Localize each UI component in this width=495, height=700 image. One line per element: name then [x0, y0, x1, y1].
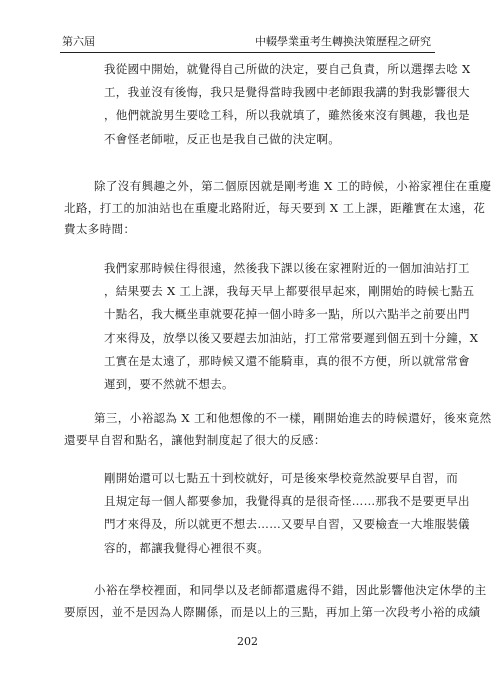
interview-quote-3 [104, 467, 470, 560]
quote-line: 不會怪老師啦，反正也是我自己做的決定啊。 [104, 131, 340, 146]
paragraph-line: 第三，小裕認為 X 工和他想像的不一樣，剛開始進去的時候還好，後來竟然 [94, 411, 492, 425]
header-title: 中輟學業重考生轉換決策歷程之研究 [255, 35, 431, 48]
running-header [60, 34, 435, 53]
quote-line: 工，我並沒有後悔，我只是覺得當時我國中老師跟我講的對我影響很大 [104, 85, 470, 100]
interview-quote-2 [104, 257, 479, 396]
paragraph-line: 北路，打工的加油站也在重慶北路附近，每天要到 X 工上課，距離實在太遠，花 [64, 200, 486, 215]
body-paragraph-2 [64, 408, 492, 451]
quote-line: 我們家那時候住得很遠，然後我下課以後在家裡附近的一個加油站打工 [104, 261, 470, 275]
quote-line: 遲到，要不然就不想去。 [104, 377, 234, 392]
paragraph-line: 費太多時間： [64, 222, 136, 236]
quote-line: ，他們就說男生要唸工科，所以我就填了，雖然後來沒有興趣，我也是 [104, 108, 470, 123]
paragraph-line: 小裕在學校裡面，和同學以及老師都還處得不錯，因此影響他決定休學的主 [94, 583, 487, 597]
quote-line: 工實在是太遠了，那時候又還不能騎車，真的很不方便，所以就常常會 [104, 353, 470, 368]
quote-line: 容的，都讓我覺得心裡很不爽。 [104, 540, 270, 555]
quote-line: ，結果要去 X 工上課，我每天早上都要很早起來，剛開始的時候七點五 [104, 284, 475, 299]
quote-line: 剛開始還可以七點五十到校就好，可是後來學校竟然說要早自習，而 [104, 471, 458, 485]
page-number: 202 [237, 635, 258, 648]
body-paragraph-3 [64, 580, 487, 623]
interview-quote-1 [104, 58, 471, 151]
quote-line: 十點名，我大概坐車就要花掉一個小時多一點，所以六點半之前要出門 [104, 307, 470, 322]
quote-line: 才來得及，放學以後又要趕去加油站，打工常常要遲到個五到十分鐘，X [104, 330, 479, 345]
quote-line: 且規定每一個人都要參加，我覺得真的是很奇怪……那我不是要更早出 [104, 494, 470, 509]
quote-line: 我從國中開始，就覺得自己所做的決定，要自己負責，所以選擇去唸 X [104, 62, 471, 76]
body-paragraph-1 [64, 176, 492, 241]
paragraph-line: 還要早自習和點名，讓他對制度起了很大的反感： [64, 432, 326, 447]
quote-line: 門才來得及，所以就更不想去……又要早自習，又要檢查一大堆服裝儀 [104, 517, 470, 532]
paragraph-line: 除了沒有興趣之外，第二個原因就是剛考進 X 工的時候，小裕家裡住在重慶 [94, 179, 492, 193]
header-chapter: 第六屆 [62, 35, 95, 48]
paragraph-line: 要原因，並不是因為人際關係，而是以上的三點，再加上第一次段考小裕的成績 [64, 604, 481, 619]
